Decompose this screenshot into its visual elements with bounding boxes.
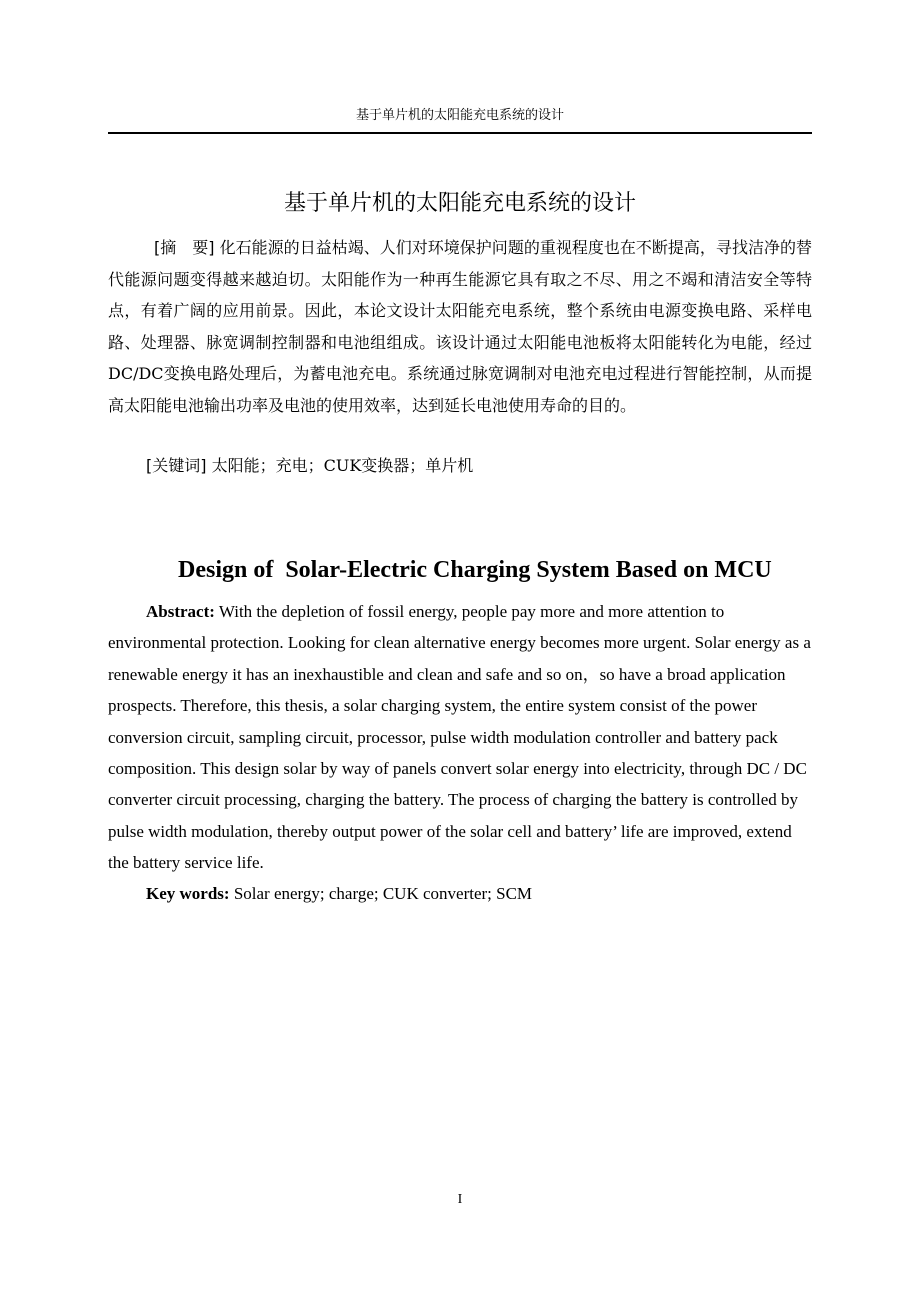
english-keywords [146, 878, 532, 909]
header-rule [108, 132, 812, 134]
chinese-abstract [108, 232, 812, 421]
chinese-keywords-text: 太阳能；充电；CUK变换器；单片机 [211, 456, 474, 475]
page-number: I [457, 1192, 463, 1207]
english-abstract-text: With the depletion of fossil energy, people pay more and more attention to environmental protection. Looking for clean alternative energy becomes more urgent. Solar energy as a renewable energy it has an inexhaustible and clean and safe and so on，so have a broad application prospects. Therefore, this thesis, a solar charging system, the entire system consist of the power conversion circuit, sampling circuit, processor, pulse width modulation controller and battery pack composition. This design solar by way of panels convert solar energy into electricity, through DC / DC converter circuit processing, charging the battery. The process of charging the battery is controlled by pulse width modulation, thereby output power of the solar cell and battery’ life are improved, extend the battery service life. [108, 602, 811, 873]
english-title: Design of Solar-Electric Charging System Based on MCU [178, 557, 772, 583]
chinese-title: 基于单片机的太阳能充电系统的设计 [283, 191, 636, 216]
chinese-keywords [146, 450, 473, 482]
chinese-keywords-label: [关键词] [146, 456, 207, 475]
chinese-abstract-text: 化石能源的日益枯竭、人们对环境保护问题的重视程度也在不断提高，寻找洁净的替代能源问题变得越来越迫切。太阳能作为一种再生能源它具有取之不尽、用之不竭和清洁安全等特点，有着广阔的应用前景。因此，本论文设计太阳能充电系统，整个系统由电源变换电路、采样电路、处理器、脉宽调制控制器和电池组组成。该设计通过太阳能电池板将太阳能转化为电能，经过DC/DC变换电路处理后，为蓄电池充电。系统通过脉宽调制对电池充电过程进行智能控制，从而提高太阳能电池输出功率及电池的使用效率，达到延长电池使用寿命的目的。 [108, 238, 812, 415]
english-abstract [108, 596, 812, 879]
english-keywords-label: Key words: [146, 884, 230, 903]
english-keywords-text: Solar energy; charge; CUK converter; SCM [233, 884, 533, 903]
chinese-abstract-label: [摘 要] [154, 238, 215, 257]
english-abstract-label: Abstract: [146, 602, 215, 621]
running-header: 基于单片机的太阳能充电系统的设计 [355, 108, 564, 123]
